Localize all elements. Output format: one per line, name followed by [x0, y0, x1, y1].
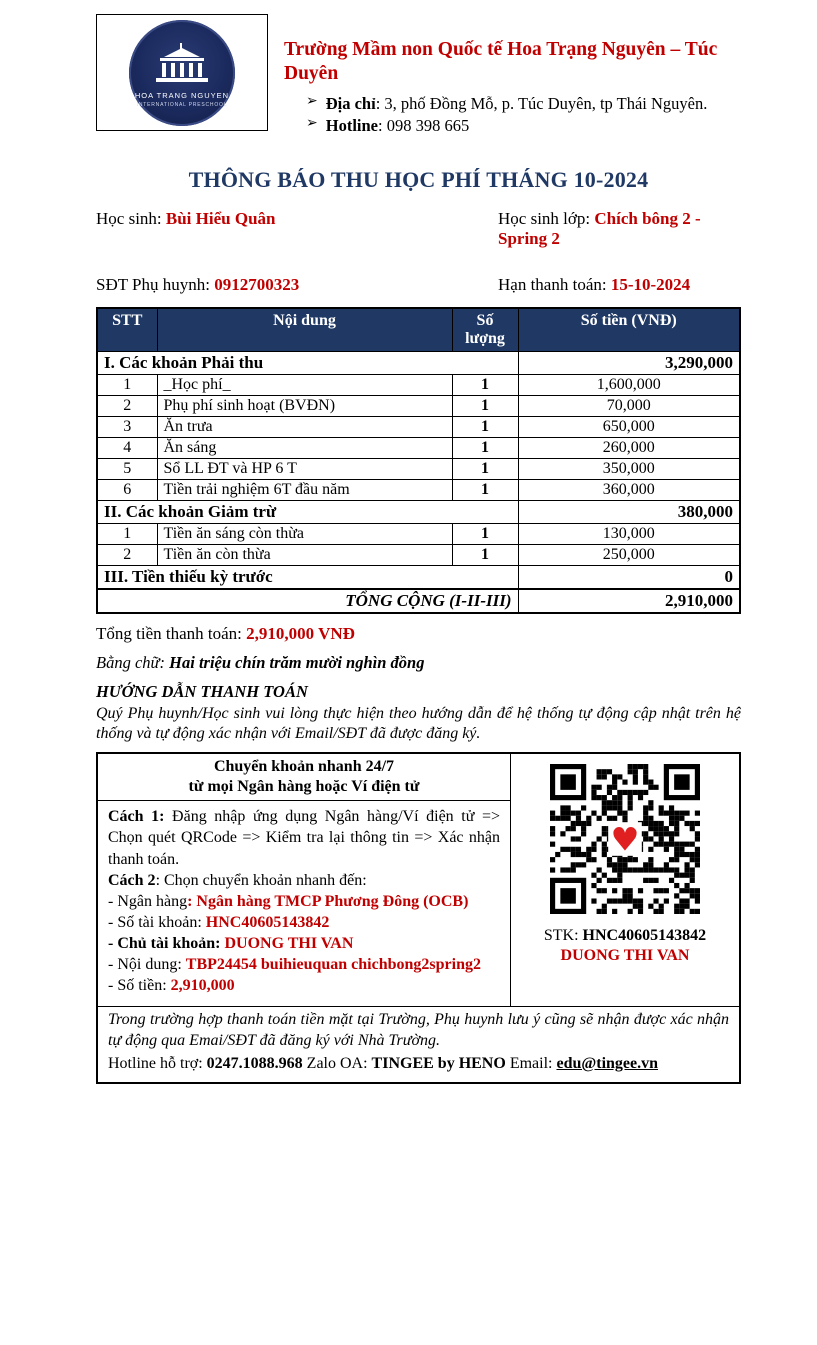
cell-amount: 650,000 — [518, 417, 740, 438]
grand-total-label: TỔNG CỘNG (I-II-III) — [97, 589, 518, 613]
cell-name: Phụ phí sinh hoạt (BVĐN) — [157, 396, 452, 417]
school-logo — [96, 14, 268, 131]
hotline-label: Hotline — [325, 116, 378, 136]
cell-qty: 1 — [452, 438, 518, 459]
total-payment-line — [96, 624, 741, 644]
account-value: HNC40605143842 — [205, 913, 330, 931]
building-icon — [149, 43, 215, 87]
transfer-content-line — [108, 954, 500, 975]
header-text — [284, 14, 739, 137]
transfer-amount-line — [108, 975, 500, 996]
payment-box-title — [98, 754, 511, 801]
cell-stt: 3 — [97, 417, 157, 438]
cell-qty: 1 — [452, 396, 518, 417]
parent-phone-line — [96, 275, 488, 295]
method-1-text: Đăng nhập ứng dụng Ngân hàng/Ví điện tử => Chọn quét QRCode => Kiểm tra lại thông tin => Xác nhận thanh toán. — [108, 808, 501, 868]
method-2-line — [108, 870, 500, 891]
student-class-line — [498, 209, 741, 249]
amount-in-words-line — [96, 653, 741, 673]
section-3-row — [97, 566, 740, 590]
payment-guide-text: Quý Phụ huynh/Học sinh vui lòng thực hiện theo hướng dẫn để hệ thống tự động cập nhật trên hệ thống và tự động xác nhận với Email/SĐT đã được đăng ký. — [96, 705, 741, 743]
cell-qty: 1 — [452, 545, 518, 566]
payment-instructions — [98, 801, 511, 1006]
payment-box-title-line1: Chuyển khoản nhanh 24/7 — [213, 758, 395, 776]
address-label: Địa chỉ — [325, 93, 376, 113]
logo-text-2: INTERNATIONAL PRESCHOOL — [136, 102, 228, 108]
method-1-label: Cách 1: — [108, 808, 165, 826]
amount-in-words-label: Bằng chữ: — [96, 653, 166, 673]
total-payment-value: 2,910,000 VNĐ — [246, 624, 355, 644]
cash-payment-note: Trong trường hợp thanh toán tiền mặt tại Trường, Phụ huynh lưu ý cũng sẽ nhận được xác nhận tự động qua Emai/SĐT đã đăng ký với Nhà Trường. — [108, 1011, 729, 1050]
due-date-value: 15-10-2024 — [610, 275, 691, 295]
transfer-content-label: - Nội dung: — [108, 956, 182, 974]
hotline-value: : 098 398 665 — [377, 116, 470, 136]
table-row — [97, 480, 740, 501]
payment-box-footer — [98, 1006, 739, 1081]
section-1-row — [97, 352, 740, 375]
col-noidung: Nội dung — [157, 308, 452, 352]
owner-value: DUONG THI VAN — [224, 934, 354, 952]
stk-label: STK: — [543, 927, 579, 945]
svg-text:♥: ♥ — [610, 820, 640, 859]
section-3-total: 0 — [518, 566, 740, 590]
page-title: THÔNG BÁO THU HỌC PHÍ THÁNG 10-2024 — [188, 167, 649, 193]
stk-value: HNC40605143842 — [582, 927, 707, 945]
cell-stt: 1 — [97, 375, 157, 396]
cell-name: Ăn sáng — [157, 438, 452, 459]
cell-amount: 350,000 — [518, 459, 740, 480]
col-soluong: Số lượng — [452, 308, 518, 352]
transfer-content-value: TBP24454 buihieuquan chichbong2spring2 — [185, 956, 481, 974]
qr-code — [550, 764, 700, 919]
section-1-label: I. Các khoản Phải thu — [97, 352, 518, 375]
student-info — [96, 209, 741, 295]
cell-name: Tiền trải nghiệm 6T đầu năm — [157, 480, 452, 501]
cell-name: Tiền ăn còn thừa — [157, 545, 452, 566]
support-email-label: Email: — [509, 1054, 553, 1072]
owner-line — [108, 933, 500, 954]
hotline-line — [306, 115, 739, 137]
fee-table-header-row — [97, 308, 740, 352]
account-line — [108, 912, 500, 933]
amount-in-words-value: Hai triệu chín trăm mười nghìn đồng — [169, 653, 425, 673]
cell-name: Ăn trưa — [157, 417, 452, 438]
table-row — [97, 375, 740, 396]
cell-amount: 260,000 — [518, 438, 740, 459]
col-stt: STT — [97, 308, 157, 352]
due-date-label: Hạn thanh toán: — [498, 275, 607, 295]
address-text — [326, 93, 708, 115]
method-2-text: : Chọn chuyển khoản nhanh đến: — [155, 871, 367, 889]
support-zalo-value: TINGEE by HENO — [371, 1054, 506, 1072]
cell-amount: 250,000 — [518, 545, 740, 566]
student-class-value: Chích bông 2 - Spring 2 — [498, 209, 701, 249]
cell-name: Sổ LL ĐT và HP 6 T — [157, 459, 452, 480]
table-row — [97, 438, 740, 459]
cell-stt: 6 — [97, 480, 157, 501]
table-row — [97, 417, 740, 438]
cell-amount: 130,000 — [518, 524, 740, 545]
due-date-line — [498, 275, 741, 295]
header — [96, 14, 741, 137]
student-name-line — [96, 209, 488, 249]
method-2-label: Cách 2 — [108, 871, 156, 889]
cell-stt: 5 — [97, 459, 157, 480]
section-2-row — [97, 501, 740, 524]
support-hotline-value: 0247.1088.968 — [206, 1054, 303, 1072]
cell-qty: 1 — [452, 375, 518, 396]
student-name-value: Bùi Hiểu Quân — [165, 209, 276, 229]
cell-name: _Học phí_ — [157, 375, 452, 396]
cell-qty: 1 — [452, 524, 518, 545]
table-row — [97, 396, 740, 417]
cell-qty: 1 — [452, 459, 518, 480]
qr-panel — [511, 754, 739, 1006]
student-class-label: Học sinh lớp: — [498, 209, 591, 229]
transfer-amount-label: - Số tiền: — [108, 977, 167, 995]
parent-phone-value: 0912700323 — [214, 275, 300, 295]
payment-box-title-line2: từ mọi Ngân hàng hoặc Ví điện tử — [188, 778, 420, 796]
bank-value: : Ngân hàng TMCP Phương Đông (OCB) — [187, 892, 469, 910]
cell-stt: 1 — [97, 524, 157, 545]
support-line — [108, 1054, 729, 1075]
stk-owner: DUONG THI VAN — [560, 947, 690, 965]
method-1-line — [108, 806, 500, 869]
cell-stt: 2 — [97, 545, 157, 566]
arrow-bullet-icon: ➢ — [306, 116, 318, 132]
table-row — [97, 459, 740, 480]
cell-amount: 70,000 — [518, 396, 740, 417]
cell-stt: 2 — [97, 396, 157, 417]
transfer-amount-value: 2,910,000 — [170, 977, 235, 995]
section-2-total: 380,000 — [518, 501, 740, 524]
hotline-text — [326, 115, 469, 137]
cell-stt: 4 — [97, 438, 157, 459]
cell-amount: 1,600,000 — [518, 375, 740, 396]
section-3-label: III. Tiền thiếu kỳ trước — [97, 566, 518, 590]
grand-total-row — [97, 589, 740, 613]
cell-name: Tiền ăn sáng còn thừa — [157, 524, 452, 545]
bank-label: - Ngân hàng — [108, 892, 188, 910]
table-row — [97, 545, 740, 566]
address-line — [306, 93, 739, 115]
owner-label: - Chủ tài khoản: — [108, 934, 221, 952]
school-name: Trường Mầm non Quốc tế Hoa Trạng Nguyên – Túc Duyên — [284, 39, 718, 85]
support-hotline-label: Hotline hỗ trợ: — [108, 1054, 203, 1072]
grand-total-value: 2,910,000 — [518, 589, 740, 613]
table-row — [97, 524, 740, 545]
stk-line — [544, 927, 706, 945]
total-payment-label: Tổng tiền thanh toán: — [96, 624, 242, 644]
section-2-label: II. Các khoản Giảm trừ — [97, 501, 518, 524]
support-email[interactable]: edu@tingee.vn — [556, 1054, 659, 1072]
logo-text-1: HOA TRANG NGUYEN — [134, 91, 230, 100]
cell-qty: 1 — [452, 417, 518, 438]
section-1-total: 3,290,000 — [518, 352, 740, 375]
school-logo-emblem — [129, 20, 235, 126]
col-sotien: Số tiền (VNĐ) — [518, 308, 740, 352]
support-zalo-label: Zalo OA: — [306, 1054, 368, 1072]
account-label: - Số tài khoản: — [108, 913, 202, 931]
cell-qty: 1 — [452, 480, 518, 501]
cell-amount: 360,000 — [518, 480, 740, 501]
payment-guide-title: HƯỚNG DẪN THANH TOÁN — [96, 682, 308, 702]
arrow-bullet-icon: ➢ — [306, 93, 318, 109]
parent-phone-label: SĐT Phụ huynh: — [96, 275, 210, 295]
address-value: : 3, phố Đồng Mỗ, p. Túc Duyên, tp Thái Nguyên. — [375, 93, 708, 113]
student-name-label: Học sinh: — [96, 209, 162, 229]
bank-line — [108, 891, 500, 912]
tuition-notice-page — [96, 0, 741, 1084]
fee-table — [96, 307, 741, 614]
payment-box — [96, 752, 741, 1083]
